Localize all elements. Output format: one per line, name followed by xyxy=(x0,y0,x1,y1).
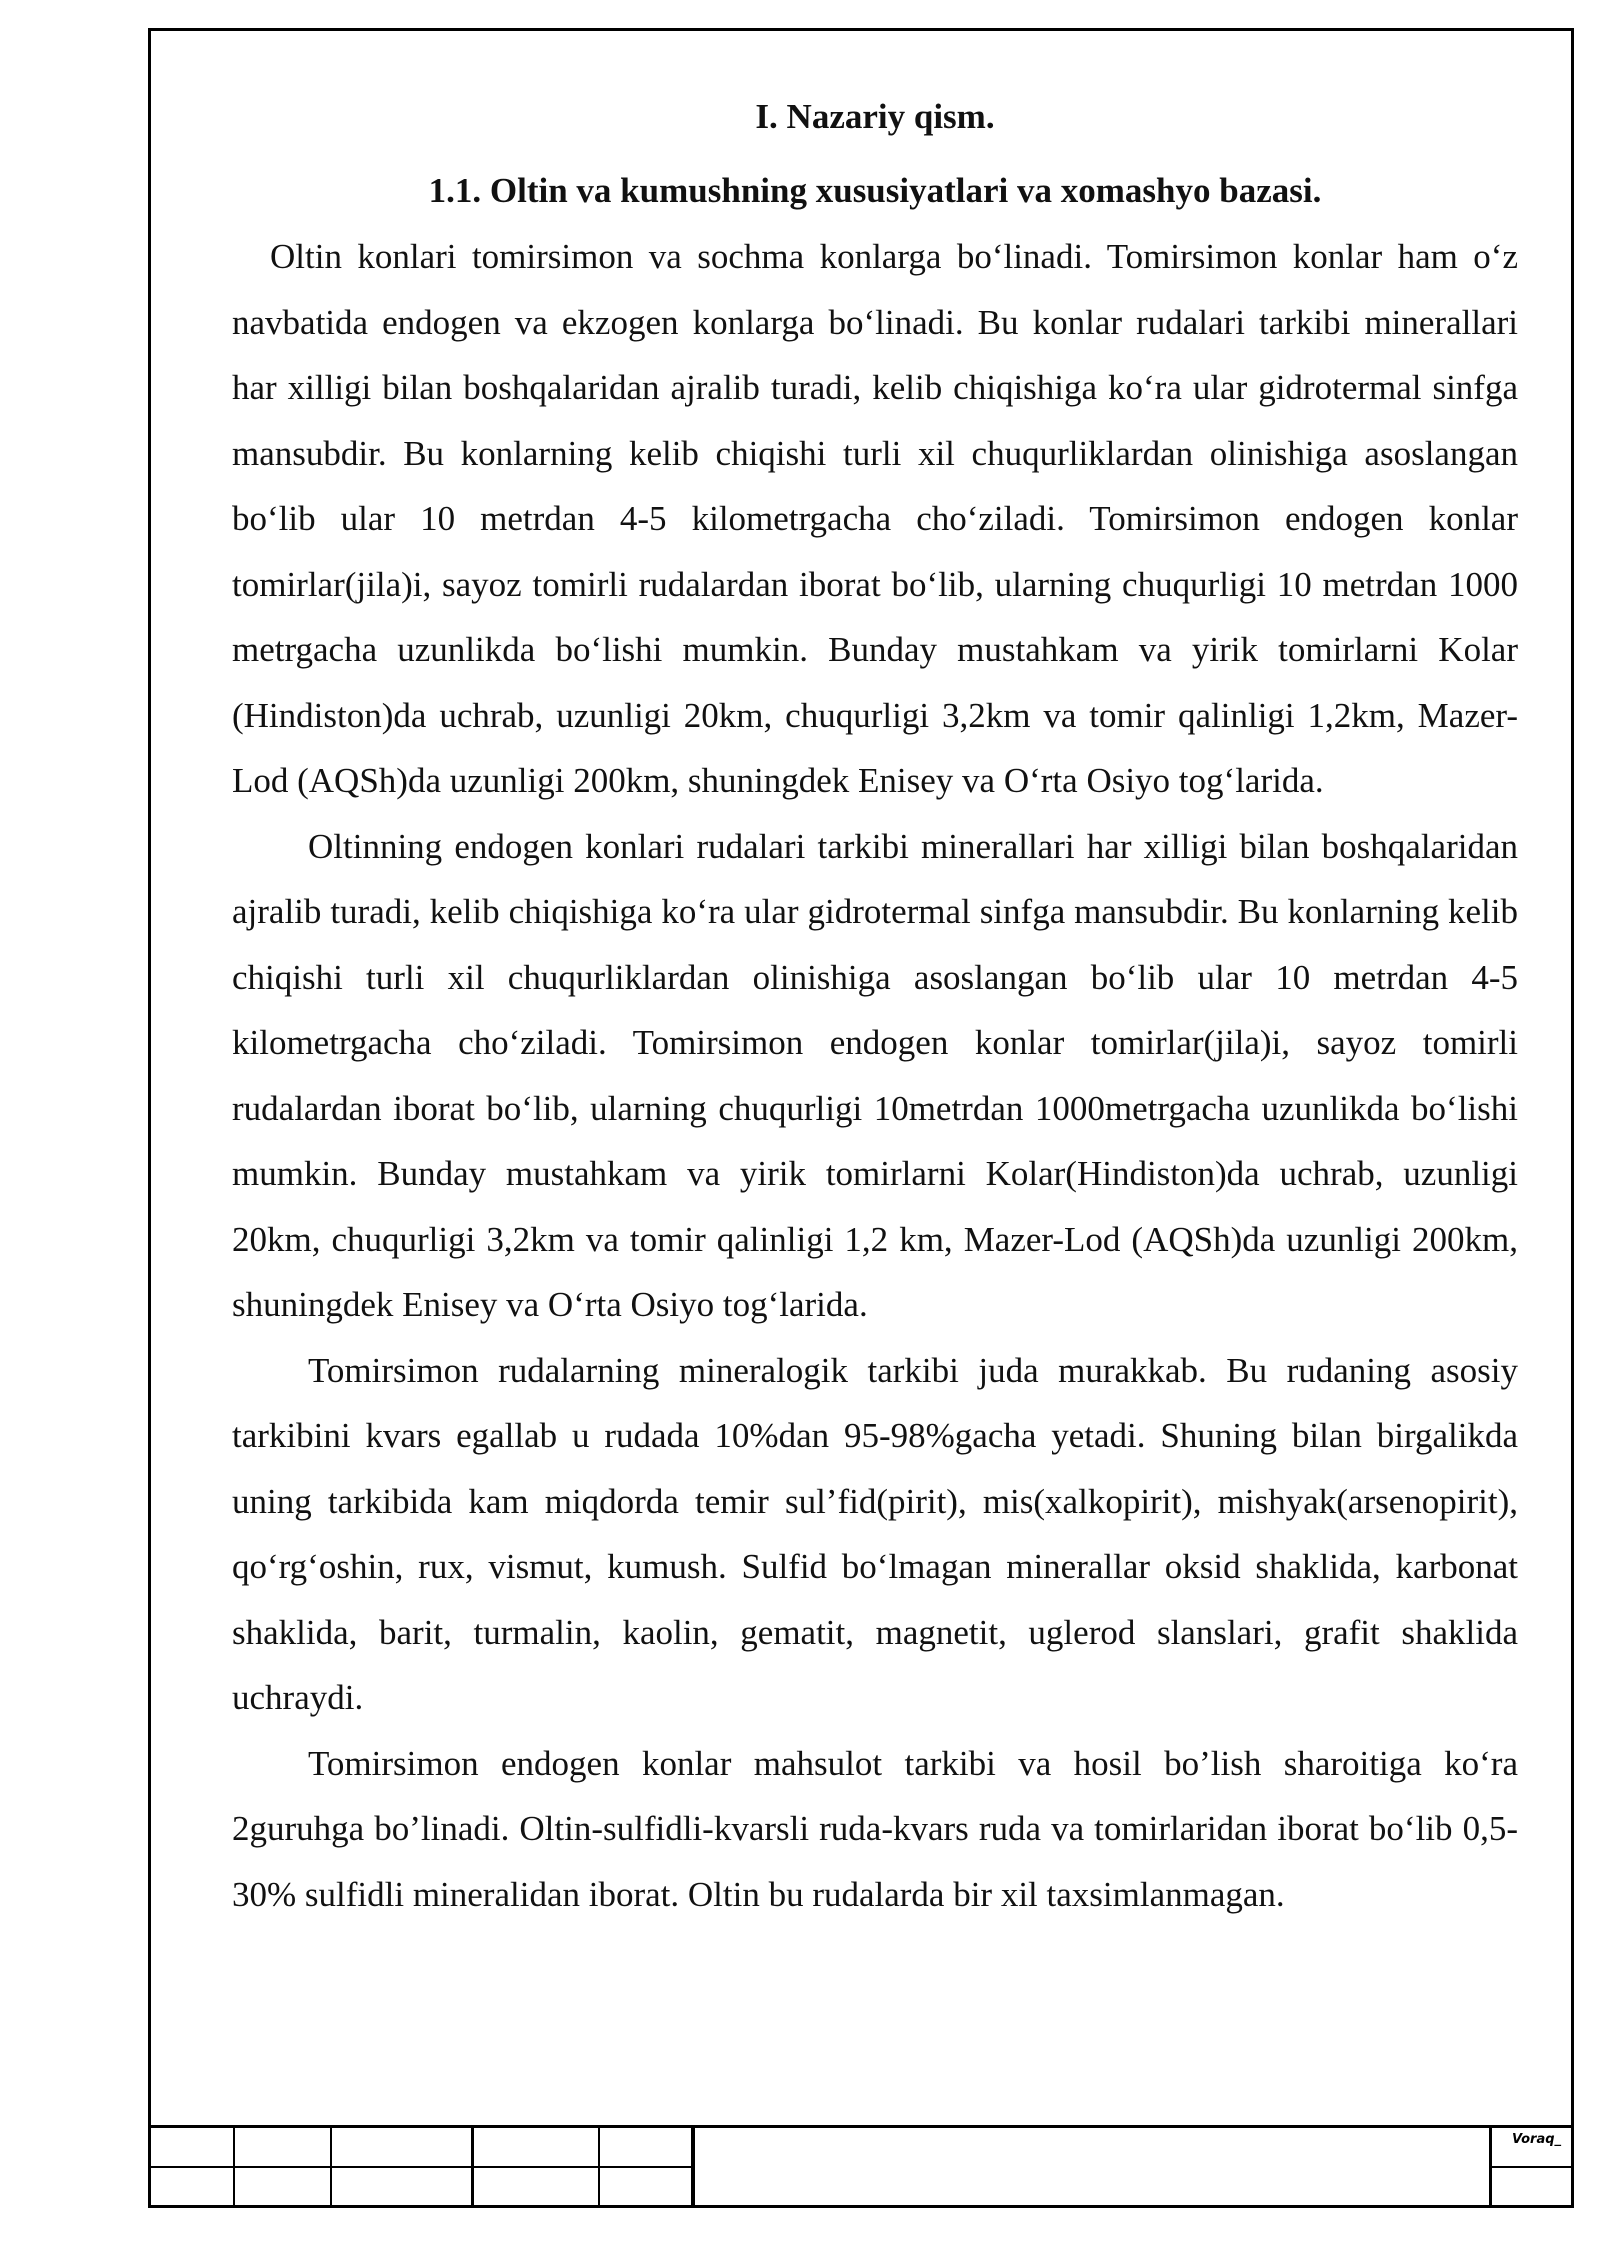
sheet-label: Voraq_ xyxy=(1512,2132,1562,2147)
stamp-mid-line-right xyxy=(1490,2166,1574,2168)
stamp-col-2 xyxy=(330,2125,332,2208)
subsection-heading: 1.1. Oltin va kumushning xususiyatlari va xomashyo bazasi. xyxy=(428,171,1322,210)
stamp-top-line xyxy=(148,2125,1574,2128)
paragraph-3: Tomirsimon rudalarning mineralogik tarkibi juda murakkab. Bu rudaning asosiy tarkibini kvars egallab u rudada 10%dan 95-98%gacha yetadi. Shuning bilan birgalikda uning tarkibida kam miqdorda temir sul’fid(pirit), mis(xalkopirit), mishyak(arsenopirit), qo‘rg‘oshin, rux, vismut, kumush. Sulfid bo‘lmagan minerallar oksid shaklida, karbonat shaklida, barit, turmalin, kaolin, gematit, magnetit, uglerod slanslari, grafit shaklida uchraydi. xyxy=(232,1350,1518,1717)
paragraph-1: Oltin konlari tomirsimon va sochma konlarga bo‘linadi. Tomirsimon konlar ham o‘z navbatida endogen va ekzogen konlarga bo‘linadi. Bu konlar rudalari tarkibi minerallari har xilligi bilan boshqalaridan ajralib turadi, kelib chiqishiga ko‘ra ular gidrotermal sinfga mansubdir. Bu konlarning kelib chiqishi turli xil chuqurliklardan olinishiga asoslangan bo‘lib ular 10 metrdan 4-5 kilometrgacha cho‘ziladi. Tomirsimon endogen konlar tomirlar(jila)i, sayoz tomirli rudalardan iborat bo‘lib, ularning chuqurligi 10 metrdan 1000 metrgacha uzunlikda bo‘lishi mumkin. Bunday mustahkam va yirik tomirlarni Kolar (Hindiston)da uchrab, uzunligi 20km, chuqurligi 3,2km va tomir qalinligi 1,2km, Mazer-Lod (AQSh)da uzunligi 200km, shuningdek Enisey va O‘rta Osiyo tog‘larida. xyxy=(232,237,1518,800)
stamp-mid-line xyxy=(148,2166,694,2168)
stamp-col-1 xyxy=(233,2125,235,2208)
stamp-col-5 xyxy=(691,2125,695,2208)
paragraph-2: Oltinning endogen konlari rudalari tarkibi minerallari har xilligi bilan boshqalaridan ajralib turadi, kelib chiqishiga ko‘ra ular gidrotermal sinfga mansubdir. Bu konlarning kelib chiqishi turli xil chuqurliklardan olinishiga asoslangan bo‘lib ular 10 metrdan 4-5 kilometrgacha cho‘ziladi. Tomirsimon endogen konlar tomirlar(jila)i, sayoz tomirli rudalardan iborat bo‘lib, ularning chuqurligi 10metrdan 1000metrgacha uzunlikda bo‘lishi mumkin. Bunday mustahkam va yirik tomirlarni Kolar(Hindiston)da uchrab, uzunligi 20km, chuqurligi 3,2km va tomir qalinligi 1,2 km, Mazer-Lod (AQSh)da uzunligi 200km, shuningdek Enisey va O‘rta Osiyo tog‘larida. xyxy=(232,826,1518,1324)
stamp-col-6 xyxy=(1489,2125,1492,2208)
section-heading: I. Nazariy qism. xyxy=(755,97,995,136)
stamp-col-3 xyxy=(471,2125,474,2208)
document-body xyxy=(232,90,1518,1927)
stamp-col-4 xyxy=(598,2125,600,2208)
paragraph-4: Tomirsimon endogen konlar mahsulot tarkibi va hosil bo’lish sharoitiga ko‘ra 2guruhga bo’linadi. Oltin-sulfidli-kvarsli ruda-kvars ruda va tomirlaridan iborat bo‘lib 0,5-30% sulfidli mineralidan iborat. Oltin bu rudalarda bir xil taxsimlanmagan. xyxy=(232,1743,1518,1914)
